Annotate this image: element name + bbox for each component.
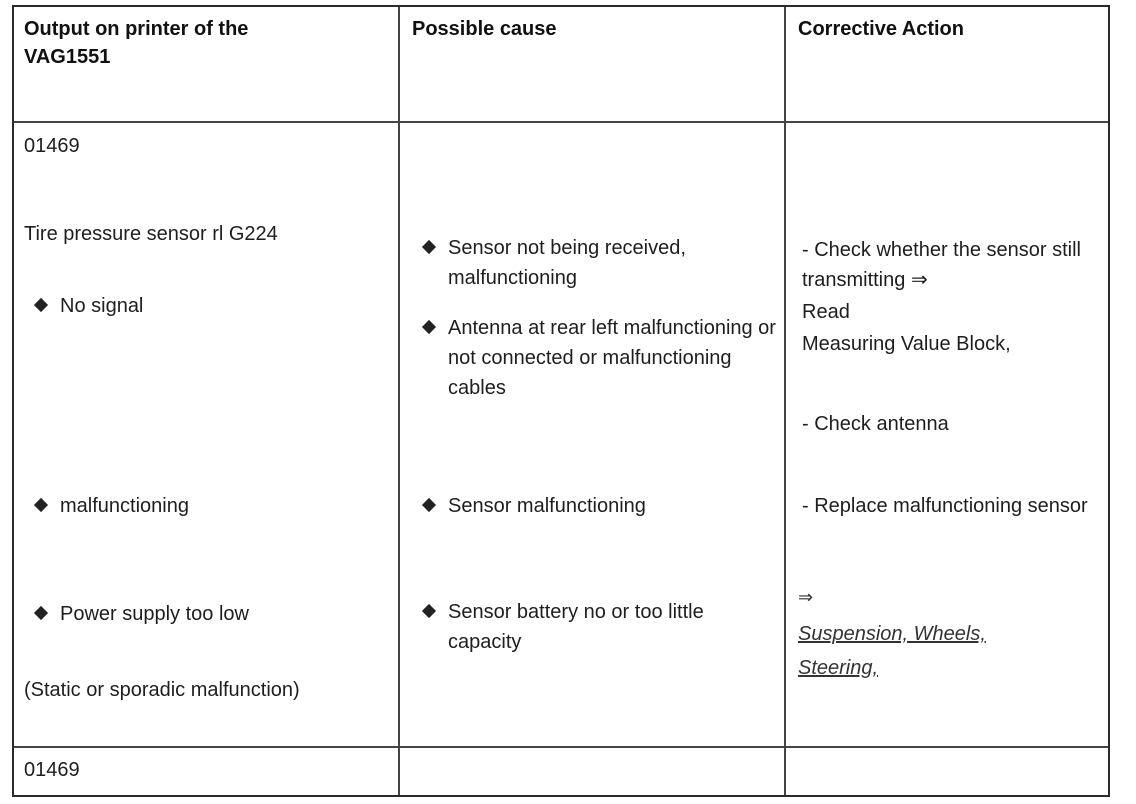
diamond-bullet-icon [34,298,48,312]
output-no-signal: No signal [36,291,143,321]
cause-sensor-not-received: Sensor not being received, malfunctioning [424,233,788,293]
column-divider [398,7,400,795]
diamond-bullet-icon [34,606,48,620]
diagnostic-table [12,5,1110,797]
malfunction-note: (Static or sporadic malfunction) [24,679,300,701]
link-steering[interactable]: Steering, [798,657,879,679]
arrow-right-icon: ⇒ [798,587,814,607]
action-read: Read [802,301,850,323]
diamond-bullet-icon [422,604,436,618]
error-code-row2: 01469 [24,759,80,781]
cause-sensor-malfunction: Sensor malfunctioning [424,491,788,521]
header-output: Output on printer of the VAG1551 [24,18,249,68]
header-cause: Possible cause [412,18,557,40]
action-replace-sensor: - Replace malfunctioning sensor [802,495,1088,517]
diamond-bullet-icon [422,498,436,512]
action-check-antenna: - Check antenna [802,413,949,435]
sensor-name: Tire pressure sensor rl G224 [24,223,278,245]
arrow-right-icon: ⇒ [910,269,928,291]
output-malfunctioning: malfunctioning [36,491,189,521]
error-code: 01469 [24,135,80,157]
diamond-bullet-icon [422,320,436,334]
row-divider [14,121,1108,123]
output-power-supply: Power supply too low [36,599,249,629]
diamond-bullet-icon [422,240,436,254]
row-divider [14,746,1108,748]
cause-battery: Sensor battery no or too little capacity [424,597,748,657]
diamond-bullet-icon [34,498,48,512]
link-suspension-wheels[interactable]: Suspension, Wheels, [798,623,986,645]
header-action: Corrective Action [798,18,964,40]
action-measuring-block: Measuring Value Block, [802,333,1011,355]
action-check-transmit: - Check whether the sensor still transmitting ⇒ [802,239,1082,291]
cause-antenna: Antenna at rear left malfunctioning or not connected or malfunctioning cables [424,313,788,403]
